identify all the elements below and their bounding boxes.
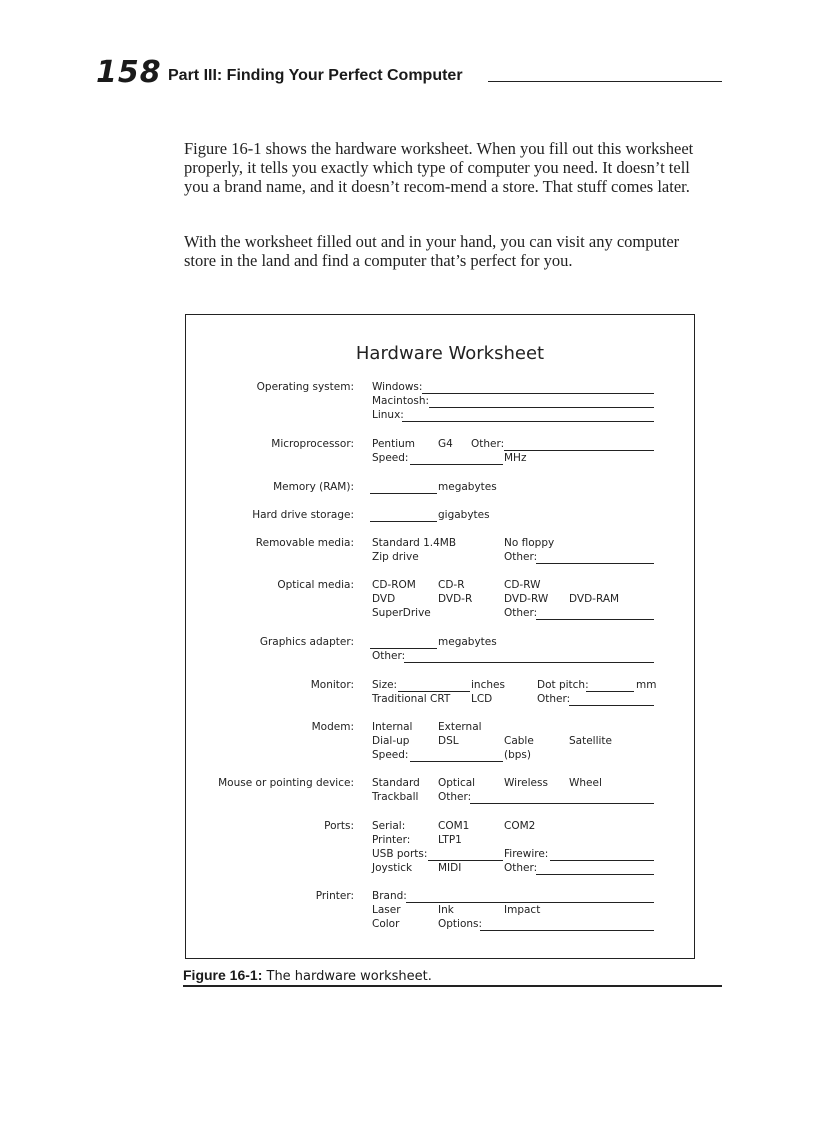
monitor-inches: inches [471,679,505,691]
figure-caption [183,961,722,984]
monitor-dot-pitch: Dot pitch: [537,679,589,691]
hardware-worksheet [185,314,695,959]
modem-speed: Speed: [372,749,409,761]
modem-cable: Cable [504,735,534,747]
ports-serial: Serial: [372,820,406,832]
page-number: 158 [96,55,162,90]
os-label: Operating system: [256,381,354,393]
part-title: Part III: Finding Your Perfect Computer [168,67,463,84]
removable-other-field[interactable] [536,563,654,564]
optical-label: Optical media: [277,579,354,591]
ports-other-field[interactable] [536,874,654,875]
cpu-speed-field[interactable] [410,464,503,465]
optical-dvdram: DVD-RAM [569,593,620,605]
cpu-speed: Speed: [372,452,409,464]
modem-dsl: DSL [438,735,459,747]
figure-caption-text: The hardware worksheet. [266,969,432,984]
mouse-trackball: Trackball [372,791,419,803]
os-linux: Linux: [372,409,404,421]
hdd-label: Hard drive storage: [252,509,354,521]
mouse-wheel: Wheel [569,777,602,789]
removable-standard: Standard 1.4MB [372,537,457,549]
printer-laser: Laser [372,904,401,916]
mouse-optical: Optical [438,777,476,789]
printer-options: Options: [438,918,483,930]
optical-dvd: DVD [372,593,396,605]
cpu-other: Other: [471,438,505,450]
header-rule [488,81,722,82]
printer-ink: Ink [438,904,454,916]
modem-label: Modem: [311,721,354,733]
cpu-g4: G4 [438,438,453,450]
os-macintosh-field[interactable] [429,407,654,408]
monitor-size-field[interactable] [398,691,470,692]
graphics-other: Other: [372,650,406,662]
optical-cdrw: CD-RW [504,579,541,591]
figure-label: Figure 16-1: [183,967,263,983]
ports-firewire: Firewire: [504,848,549,860]
graphics-other-field[interactable] [404,662,654,663]
cpu-label: Microprocessor: [271,438,354,450]
ports-firewire-field[interactable] [550,860,654,861]
ram-field[interactable] [370,493,437,494]
ports-printer: Printer: [372,834,411,846]
ram-label: Memory (RAM): [273,481,354,493]
graphics-field[interactable] [370,648,437,649]
printer-label: Printer: [315,890,354,902]
modem-dialup: Dial-up [372,735,410,747]
caption-rule [183,985,722,987]
monitor-dot-pitch-field[interactable] [586,691,634,692]
paragraph-store: With the worksheet filled out and in your hand, you can visit any computer store in the land and find a computer that’s perfect for you. [184,232,680,270]
optical-dvdr: DVD-R [438,593,473,605]
os-windows: Windows: [372,381,423,393]
printer-options-field[interactable] [480,930,654,931]
modem-external: External [438,721,482,733]
modem-internal: Internal [372,721,413,733]
graphics-label: Graphics adapter: [259,636,354,648]
hdd-field[interactable] [370,521,437,522]
monitor-other: Other: [537,693,571,705]
optical-cdr: CD-R [438,579,465,591]
mouse-other-field[interactable] [470,803,654,804]
ram-unit: megabytes [438,481,497,493]
ports-usb: USB ports: [372,848,428,860]
ports-ltp1: LTP1 [438,834,462,846]
modem-satellite: Satellite [569,735,613,747]
ports-label: Ports: [324,820,354,832]
hdd-unit: gigabytes [438,509,490,521]
cpu-other-field[interactable] [504,450,654,451]
printer-brand-field[interactable] [406,902,654,903]
removable-no-floppy: No floppy [504,537,555,549]
worksheet-title: Hardware Worksheet [355,343,545,364]
optical-superdrive: SuperDrive [372,607,431,619]
removable-label: Removable media: [255,537,354,549]
optical-other-field[interactable] [536,619,654,620]
mouse-wireless: Wireless [504,777,548,789]
ports-other: Other: [504,862,538,874]
optical-other: Other: [504,607,538,619]
ports-midi: MIDI [438,862,462,874]
optical-cdrom: CD-ROM [372,579,416,591]
monitor-lcd: LCD [471,693,493,705]
cpu-mhz: MHz [504,452,527,464]
ports-usb-field[interactable] [428,860,503,861]
mouse-label: Mouse or pointing device: [218,777,354,789]
printer-impact: Impact [504,904,541,916]
cpu-pentium: Pentium [372,438,415,450]
os-linux-field[interactable] [402,421,654,422]
ports-com1: COM1 [438,820,470,832]
printer-color: Color [372,918,400,930]
removable-other: Other: [504,551,538,563]
monitor-other-field[interactable] [569,705,654,706]
mouse-other: Other: [438,791,472,803]
monitor-crt: Traditional CRT [372,693,451,705]
ports-joystick: Joystick [372,862,413,874]
paragraph-intro: Figure 16-1 shows the hardware worksheet. When you fill out this worksheet properly, it tells you exactly which type of computer you need. It doesn’t tell you a brand name, and it doesn’t recom-mend a store. That stuff comes later. [184,139,694,196]
os-windows-field[interactable] [422,393,654,394]
graphics-unit: megabytes [438,636,497,648]
mouse-standard: Standard [372,777,420,789]
monitor-label: Monitor: [310,679,354,691]
removable-zip: Zip drive [372,551,419,563]
modem-speed-field[interactable] [410,761,503,762]
modem-bps: (bps) [504,749,531,761]
os-macintosh: Macintosh: [372,395,430,407]
page-header [96,56,722,92]
monitor-mm: mm [636,679,657,691]
optical-dvdrw: DVD-RW [504,593,549,605]
monitor-size: Size: [372,679,398,691]
printer-brand: Brand: [372,890,407,902]
ports-com2: COM2 [504,820,536,832]
